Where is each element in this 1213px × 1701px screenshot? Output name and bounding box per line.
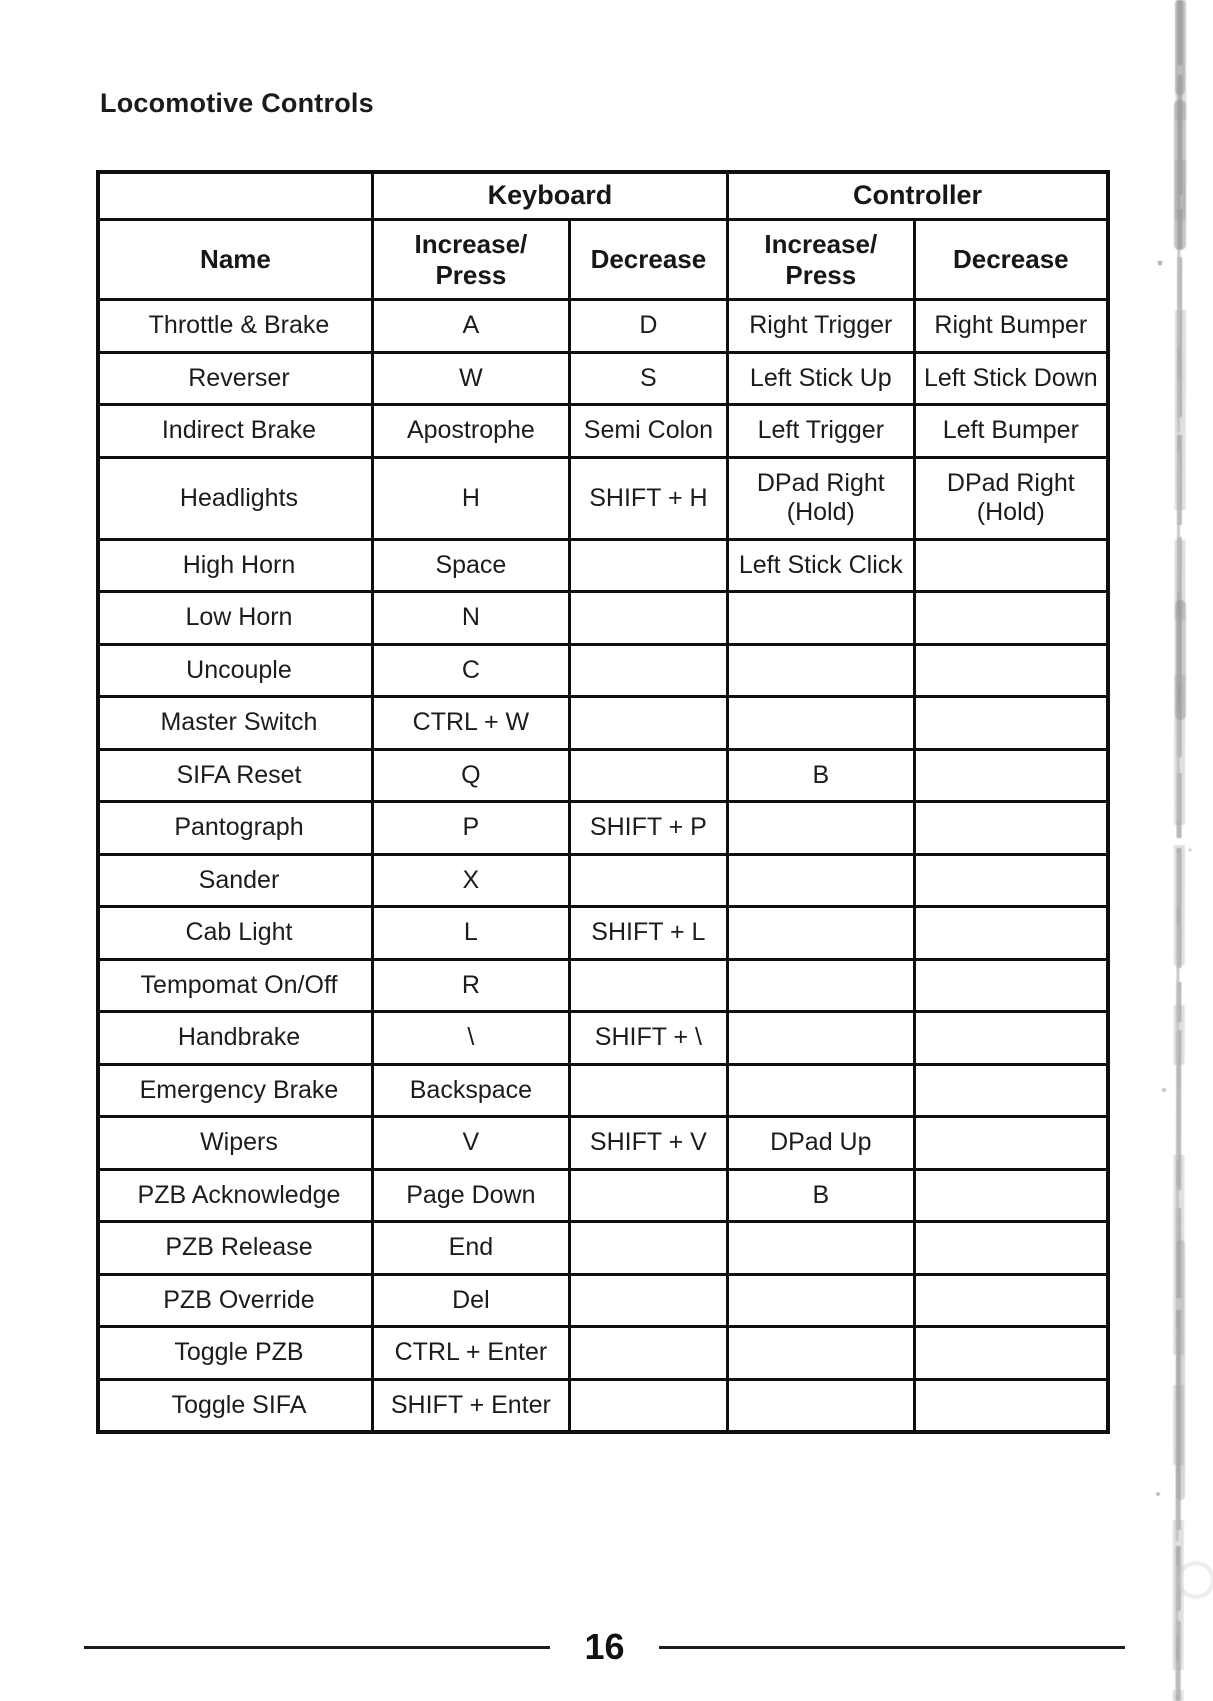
keyboard-decrease-cell: SHIFT + H <box>569 457 727 539</box>
keyboard-increase-cell: End <box>372 1222 569 1275</box>
controller-decrease-cell: Left Stick Down <box>914 352 1108 405</box>
control-name-cell: Indirect Brake <box>98 405 372 458</box>
controller-decrease-cell <box>914 697 1108 750</box>
keyboard-decrease-cell: D <box>569 300 727 353</box>
controller-increase-cell: Left Stick Click <box>727 539 914 592</box>
keyboard-decrease-cell <box>569 1327 727 1380</box>
controller-decrease-cell <box>914 1117 1108 1170</box>
keyboard-decrease-cell <box>569 854 727 907</box>
keyboard-decrease-cell <box>569 592 727 645</box>
column-header-line: Press <box>785 259 857 290</box>
controller-decrease-cell <box>914 592 1108 645</box>
controller-increase-cell <box>727 1274 914 1327</box>
group-header-row <box>98 172 1108 220</box>
keyboard-decrease-cell: SHIFT + P <box>569 802 727 855</box>
controller-decrease-cell <box>914 1327 1108 1380</box>
keyboard-decrease-cell: SHIFT + \ <box>569 1012 727 1065</box>
keyboard-increase-cell: L <box>372 907 569 960</box>
table-row <box>98 457 1108 539</box>
table-row <box>98 1222 1108 1275</box>
controller-decrease-cell: DPad Right (Hold) <box>914 457 1108 539</box>
page-number: 16 <box>584 1626 625 1667</box>
control-name-cell: Handbrake <box>98 1012 372 1065</box>
control-name-cell: PZB Release <box>98 1222 372 1275</box>
control-name-cell: Master Switch <box>98 697 372 750</box>
table-row <box>98 1012 1108 1065</box>
control-name-cell: Uncouple <box>98 644 372 697</box>
keyboard-decrease-cell <box>569 697 727 750</box>
controller-decrease-cell <box>914 959 1108 1012</box>
controller-increase-cell: Left Stick Up <box>727 352 914 405</box>
controller-group-header: Controller <box>727 172 1108 220</box>
keyboard-increase-cell: R <box>372 959 569 1012</box>
controller-decrease-cell <box>914 749 1108 802</box>
table-row <box>98 1379 1108 1432</box>
table-row <box>98 539 1108 592</box>
controller-decrease-cell <box>914 1379 1108 1432</box>
controller-increase-cell <box>727 802 914 855</box>
keyboard-decrease-cell <box>569 539 727 592</box>
controller-increase-cell: Left Trigger <box>727 405 914 458</box>
control-name-cell: Toggle SIFA <box>98 1379 372 1432</box>
keyboard-decrease-cell <box>569 749 727 802</box>
controller-decrease-cell <box>914 1169 1108 1222</box>
keyboard-decrease-cell: SHIFT + V <box>569 1117 727 1170</box>
controller-decrease-cell <box>914 854 1108 907</box>
column-header-keyboard-increase <box>372 220 569 300</box>
keyboard-increase-cell: Space <box>372 539 569 592</box>
controller-decrease-cell <box>914 1222 1108 1275</box>
control-name-cell: PZB Override <box>98 1274 372 1327</box>
controls-table <box>96 170 1110 1434</box>
controller-increase-cell: B <box>727 749 914 802</box>
controller-decrease-cell <box>914 802 1108 855</box>
controller-decrease-cell <box>914 907 1108 960</box>
column-header-name: Name <box>98 220 372 300</box>
table-row <box>98 959 1108 1012</box>
page-edge-texture <box>1150 0 1213 1701</box>
controller-increase-cell: Right Trigger <box>727 300 914 353</box>
table-row <box>98 802 1108 855</box>
control-name-cell: Sander <box>98 854 372 907</box>
table-row <box>98 1117 1108 1170</box>
keyboard-increase-cell: CTRL + Enter <box>372 1327 569 1380</box>
control-name-cell: Reverser <box>98 352 372 405</box>
page-footer <box>84 1627 1125 1667</box>
table-row <box>98 1274 1108 1327</box>
keyboard-decrease-cell <box>569 959 727 1012</box>
control-name-cell: SIFA Reset <box>98 749 372 802</box>
control-name-cell: Headlights <box>98 457 372 539</box>
controls-table-body <box>98 300 1108 1433</box>
controller-increase-cell <box>727 959 914 1012</box>
keyboard-decrease-cell: S <box>569 352 727 405</box>
table-row <box>98 644 1108 697</box>
keyboard-decrease-cell <box>569 1379 727 1432</box>
keyboard-decrease-cell: Semi Colon <box>569 405 727 458</box>
control-name-cell: Pantograph <box>98 802 372 855</box>
keyboard-decrease-cell <box>569 1169 727 1222</box>
controller-increase-cell <box>727 907 914 960</box>
control-name-cell: Cab Light <box>98 907 372 960</box>
keyboard-group-header: Keyboard <box>372 172 727 220</box>
controller-increase-cell: DPad Up <box>727 1117 914 1170</box>
controller-increase-cell <box>727 1064 914 1117</box>
footer-rule-right <box>659 1646 1125 1649</box>
page-title: Locomotive Controls <box>100 88 374 118</box>
keyboard-increase-cell: W <box>372 352 569 405</box>
control-name-cell: PZB Acknowledge <box>98 1169 372 1222</box>
table-row <box>98 300 1108 353</box>
keyboard-increase-cell: N <box>372 592 569 645</box>
keyboard-increase-cell: Del <box>372 1274 569 1327</box>
keyboard-increase-cell: Apostrophe <box>372 405 569 458</box>
control-name-cell: Toggle PZB <box>98 1327 372 1380</box>
keyboard-increase-cell: P <box>372 802 569 855</box>
empty-header-cell <box>98 172 372 220</box>
keyboard-decrease-cell <box>569 1274 727 1327</box>
column-header-line: Increase/ <box>414 229 528 259</box>
controller-increase-cell <box>727 697 914 750</box>
controller-increase-cell <box>727 1379 914 1432</box>
column-header-line: Press <box>435 259 507 290</box>
table-row <box>98 697 1108 750</box>
table-row <box>98 1169 1108 1222</box>
controller-increase-cell <box>727 1012 914 1065</box>
control-name-cell: Throttle & Brake <box>98 300 372 353</box>
keyboard-increase-cell: C <box>372 644 569 697</box>
keyboard-increase-cell: V <box>372 1117 569 1170</box>
table-row <box>98 907 1108 960</box>
controller-increase-cell: DPad Right (Hold) <box>727 457 914 539</box>
keyboard-increase-cell: H <box>372 457 569 539</box>
controller-increase-cell <box>727 592 914 645</box>
controller-increase-cell <box>727 854 914 907</box>
control-name-cell: Wipers <box>98 1117 372 1170</box>
control-name-cell: Low Horn <box>98 592 372 645</box>
controller-decrease-cell <box>914 1064 1108 1117</box>
control-name-cell: Tempomat On/Off <box>98 959 372 1012</box>
column-header-controller-increase <box>727 220 914 300</box>
table-row <box>98 749 1108 802</box>
table-row <box>98 592 1108 645</box>
controller-increase-cell <box>727 1327 914 1380</box>
keyboard-increase-cell: Page Down <box>372 1169 569 1222</box>
controls-table-head <box>98 172 1108 300</box>
controller-decrease-cell <box>914 644 1108 697</box>
keyboard-increase-cell: Backspace <box>372 1064 569 1117</box>
keyboard-decrease-cell <box>569 644 727 697</box>
keyboard-decrease-cell <box>569 1222 727 1275</box>
controller-increase-cell: B <box>727 1169 914 1222</box>
keyboard-increase-cell: \ <box>372 1012 569 1065</box>
table-row <box>98 352 1108 405</box>
control-name-cell: High Horn <box>98 539 372 592</box>
keyboard-decrease-cell: SHIFT + L <box>569 907 727 960</box>
table-row <box>98 1327 1108 1380</box>
column-header-row <box>98 220 1108 300</box>
table-row <box>98 854 1108 907</box>
column-header-line: Increase/ <box>764 229 878 259</box>
footer-rule-left <box>84 1646 550 1649</box>
keyboard-increase-cell: X <box>372 854 569 907</box>
column-header-controller-decrease: Decrease <box>914 220 1108 300</box>
column-header-keyboard-decrease: Decrease <box>569 220 727 300</box>
controller-increase-cell <box>727 1222 914 1275</box>
controller-decrease-cell: Right Bumper <box>914 300 1108 353</box>
table-row <box>98 1064 1108 1117</box>
keyboard-increase-cell: A <box>372 300 569 353</box>
controller-decrease-cell <box>914 539 1108 592</box>
keyboard-decrease-cell <box>569 1064 727 1117</box>
controller-decrease-cell <box>914 1012 1108 1065</box>
keyboard-increase-cell: SHIFT + Enter <box>372 1379 569 1432</box>
controller-decrease-cell: Left Bumper <box>914 405 1108 458</box>
keyboard-increase-cell: Q <box>372 749 569 802</box>
table-row <box>98 405 1108 458</box>
control-name-cell: Emergency Brake <box>98 1064 372 1117</box>
keyboard-increase-cell: CTRL + W <box>372 697 569 750</box>
controller-decrease-cell <box>914 1274 1108 1327</box>
controller-increase-cell <box>727 644 914 697</box>
